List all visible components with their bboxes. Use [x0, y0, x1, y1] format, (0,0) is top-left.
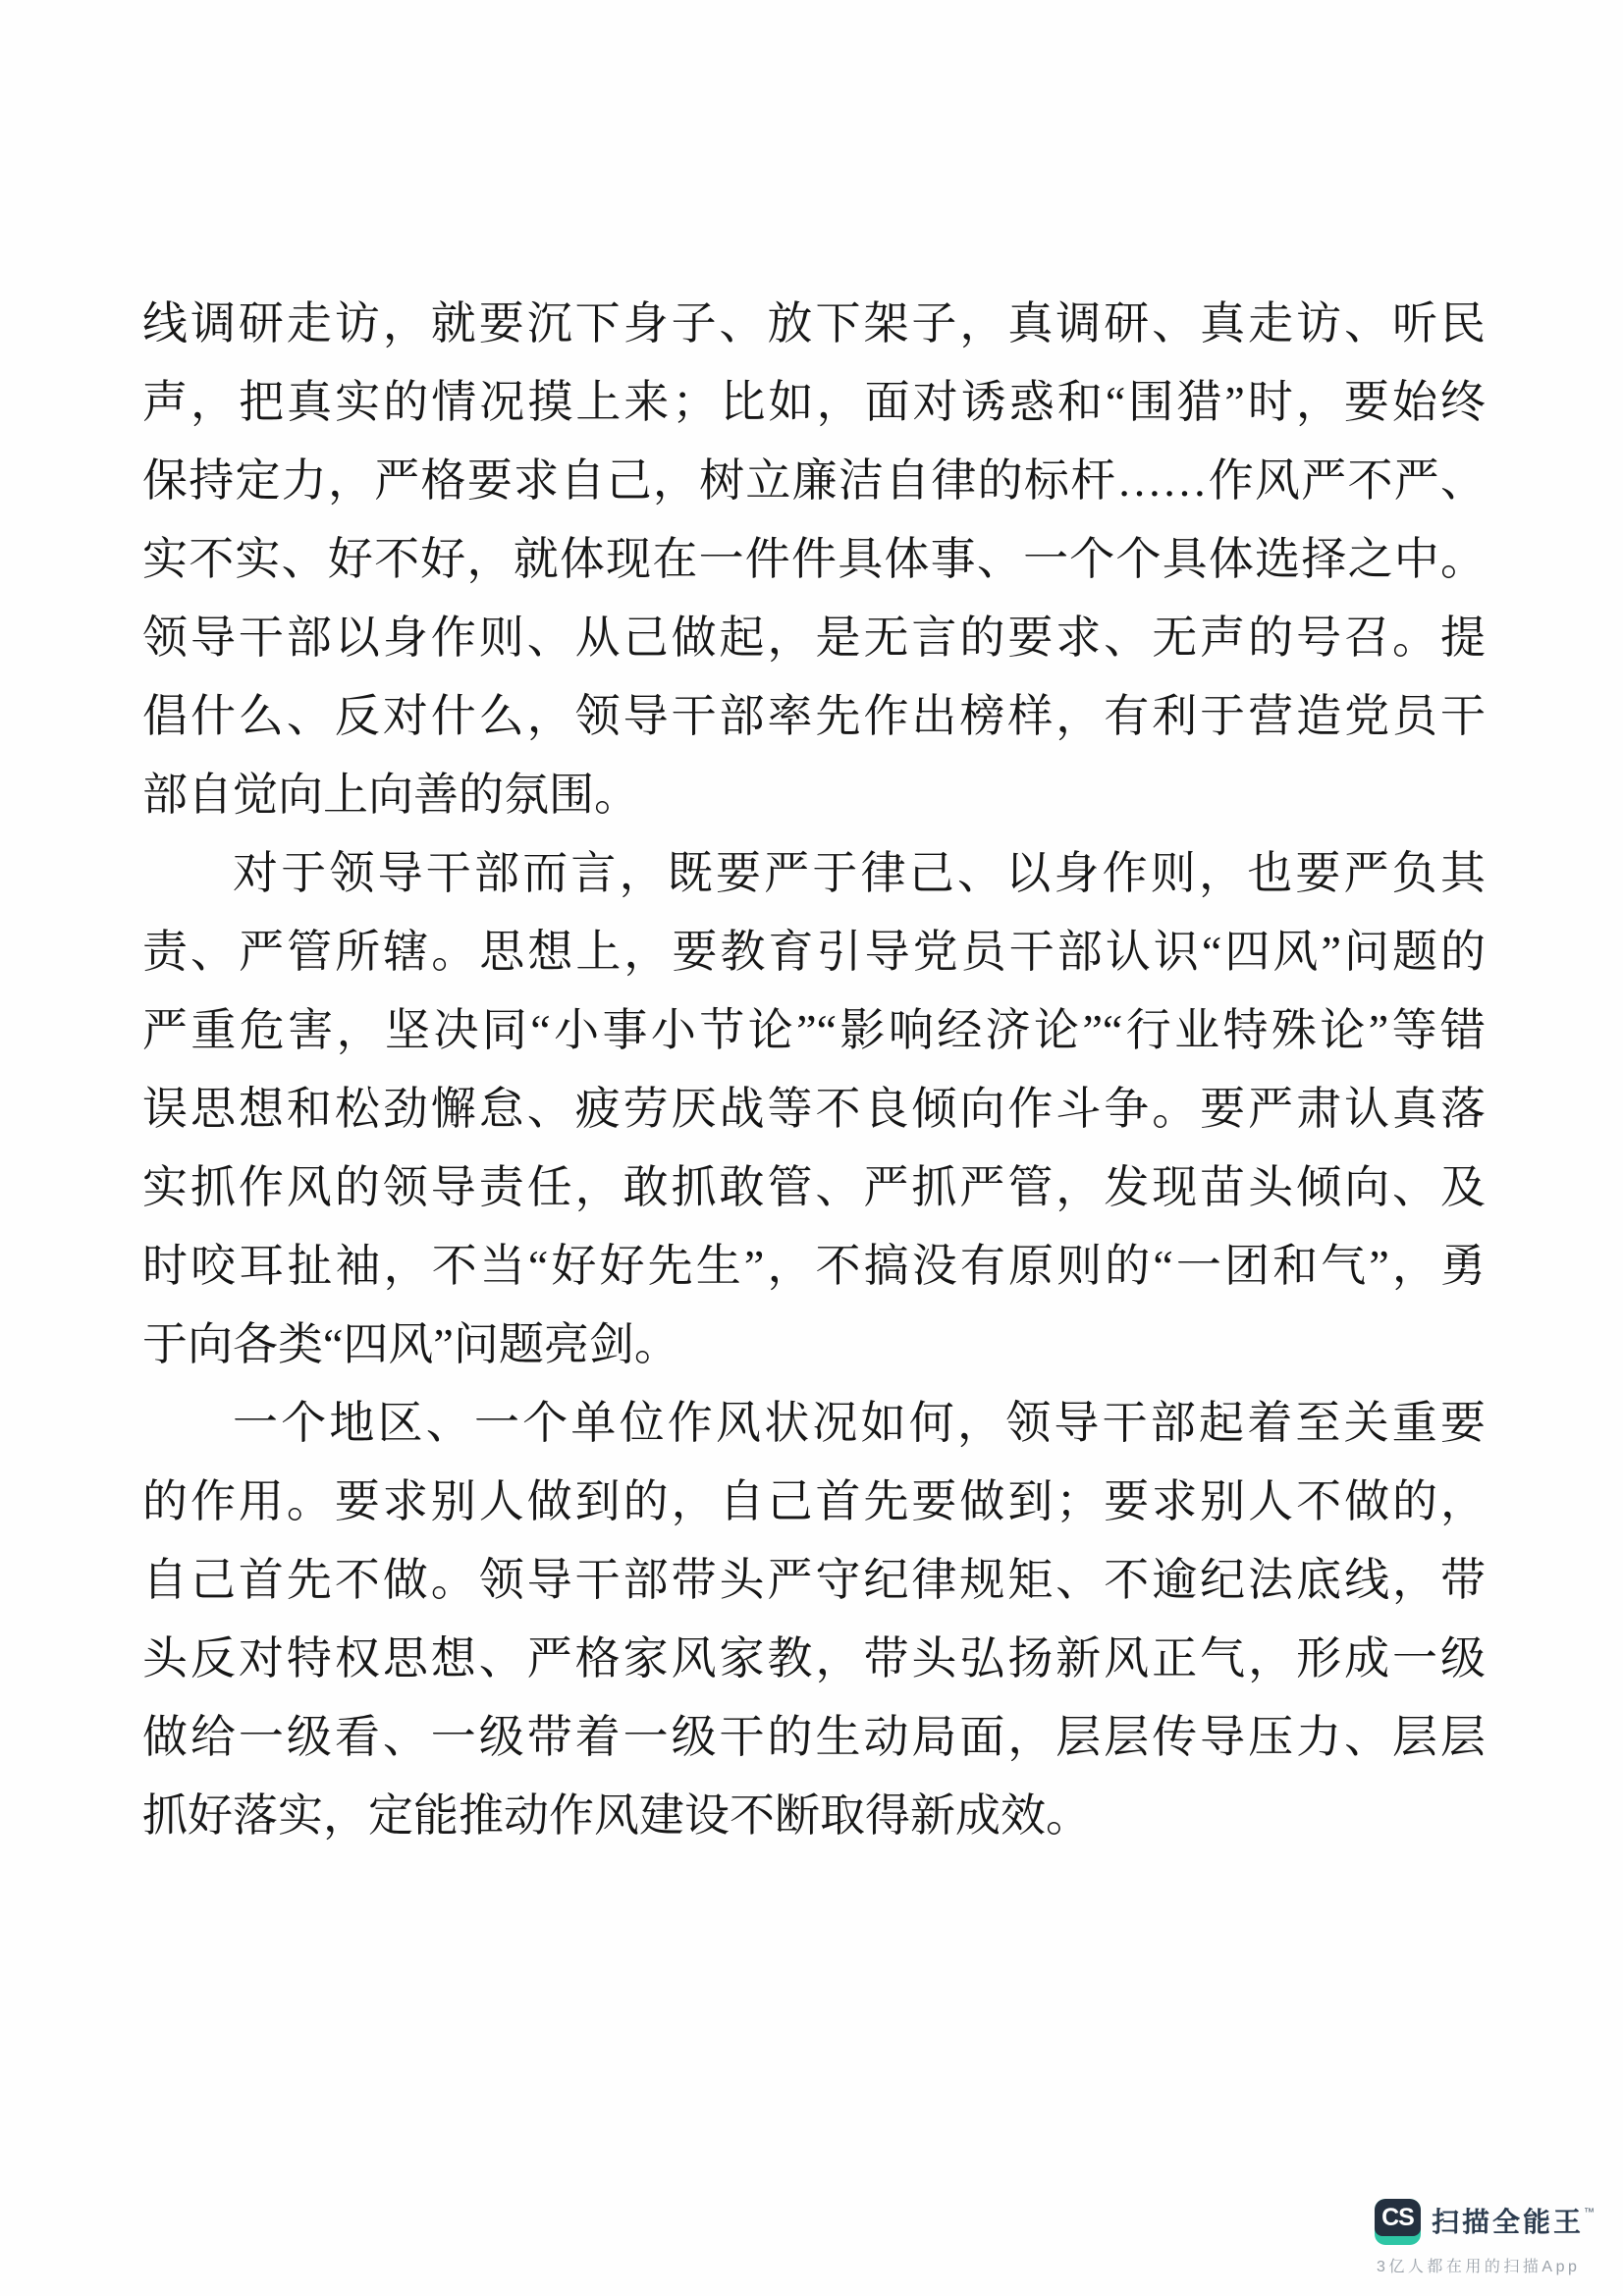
trademark-symbol: ™: [1584, 2206, 1596, 2218]
text-line: 误思想和松劲懈怠、疲劳厌战等不良倾向作斗争。要严肃认真落: [142, 1084, 1486, 1134]
camscanner-app-name: 扫描全能王: [1432, 2206, 1585, 2237]
text-line: 一个地区、一个单位作风状况如何，领导干部起着至关重要: [233, 1398, 1486, 1448]
camscanner-logo-letters: CS: [1381, 2203, 1414, 2231]
text-line: 部自觉向上向善的氛围。: [142, 770, 639, 820]
camscanner-tagline: 3亿人都在用的扫描App: [1377, 2259, 1581, 2275]
text-line: 于向各类“四风”问题亮剑。: [142, 1319, 679, 1369]
text-line: 时咬耳扯袖，不当“好好先生”，不搞没有原则的“一团和气”，勇: [142, 1241, 1486, 1291]
text-line: 领导干部以身作则、从己做起，是无言的要求、无声的号召。提: [142, 613, 1486, 663]
text-line: 倡什么、反对什么，领导干部率先作出榜样，有利于营造党员干: [142, 691, 1486, 741]
text-line: 自己首先不做。领导干部带头严守纪律规矩、不逾纪法底线，带: [142, 1555, 1486, 1605]
text-line: 对于领导干部而言，既要严于律己、以身作则，也要严负其: [233, 848, 1486, 898]
camscanner-watermark-row: [1375, 2199, 1600, 2245]
text-line: 责、严管所辖。思想上，要教育引导党员干部认识“四风”问题的: [142, 927, 1486, 977]
text-line: 线调研走访，就要沉下身子、放下架子，真调研、真走访、听民: [142, 298, 1486, 348]
text-line: 抓好落实，定能推动作风建设不断取得新成效。: [142, 1790, 1091, 1841]
text-line: 头反对特权思想、严格家风家教，带头弘扬新风正气，形成一级: [142, 1633, 1486, 1683]
text-line: 声，把真实的情况摸上来；比如，面对诱惑和“围猎”时，要始终: [142, 377, 1486, 427]
camscanner-app-name-wrap: [1432, 2206, 1595, 2239]
document-body-text: [142, 285, 1486, 1855]
camscanner-logo-navy-panel: [1375, 2199, 1421, 2236]
text-line: 严重危害，坚决同“小事小节论”“影响经济论”“行业特殊论”等错: [142, 1005, 1486, 1055]
camscanner-watermark: [1375, 2199, 1600, 2276]
text-line: 实抓作风的领导责任，敢抓敢管、严抓严管，发现苗头倾向、及: [142, 1162, 1486, 1212]
text-line: 的作用。要求别人做到的，自己首先要做到；要求别人不做的，: [142, 1476, 1486, 1526]
text-line: 实不实、好不好，就体现在一件件具体事、一个个具体选择之中。: [142, 534, 1486, 584]
camscanner-logo-icon: [1375, 2199, 1421, 2245]
text-line: 保持定力，严格要求自己，树立廉洁自律的标杆……作风严不严、: [142, 455, 1486, 506]
text-line: 做给一级看、一级带着一级干的生动局面，层层传导压力、层层: [142, 1712, 1486, 1762]
